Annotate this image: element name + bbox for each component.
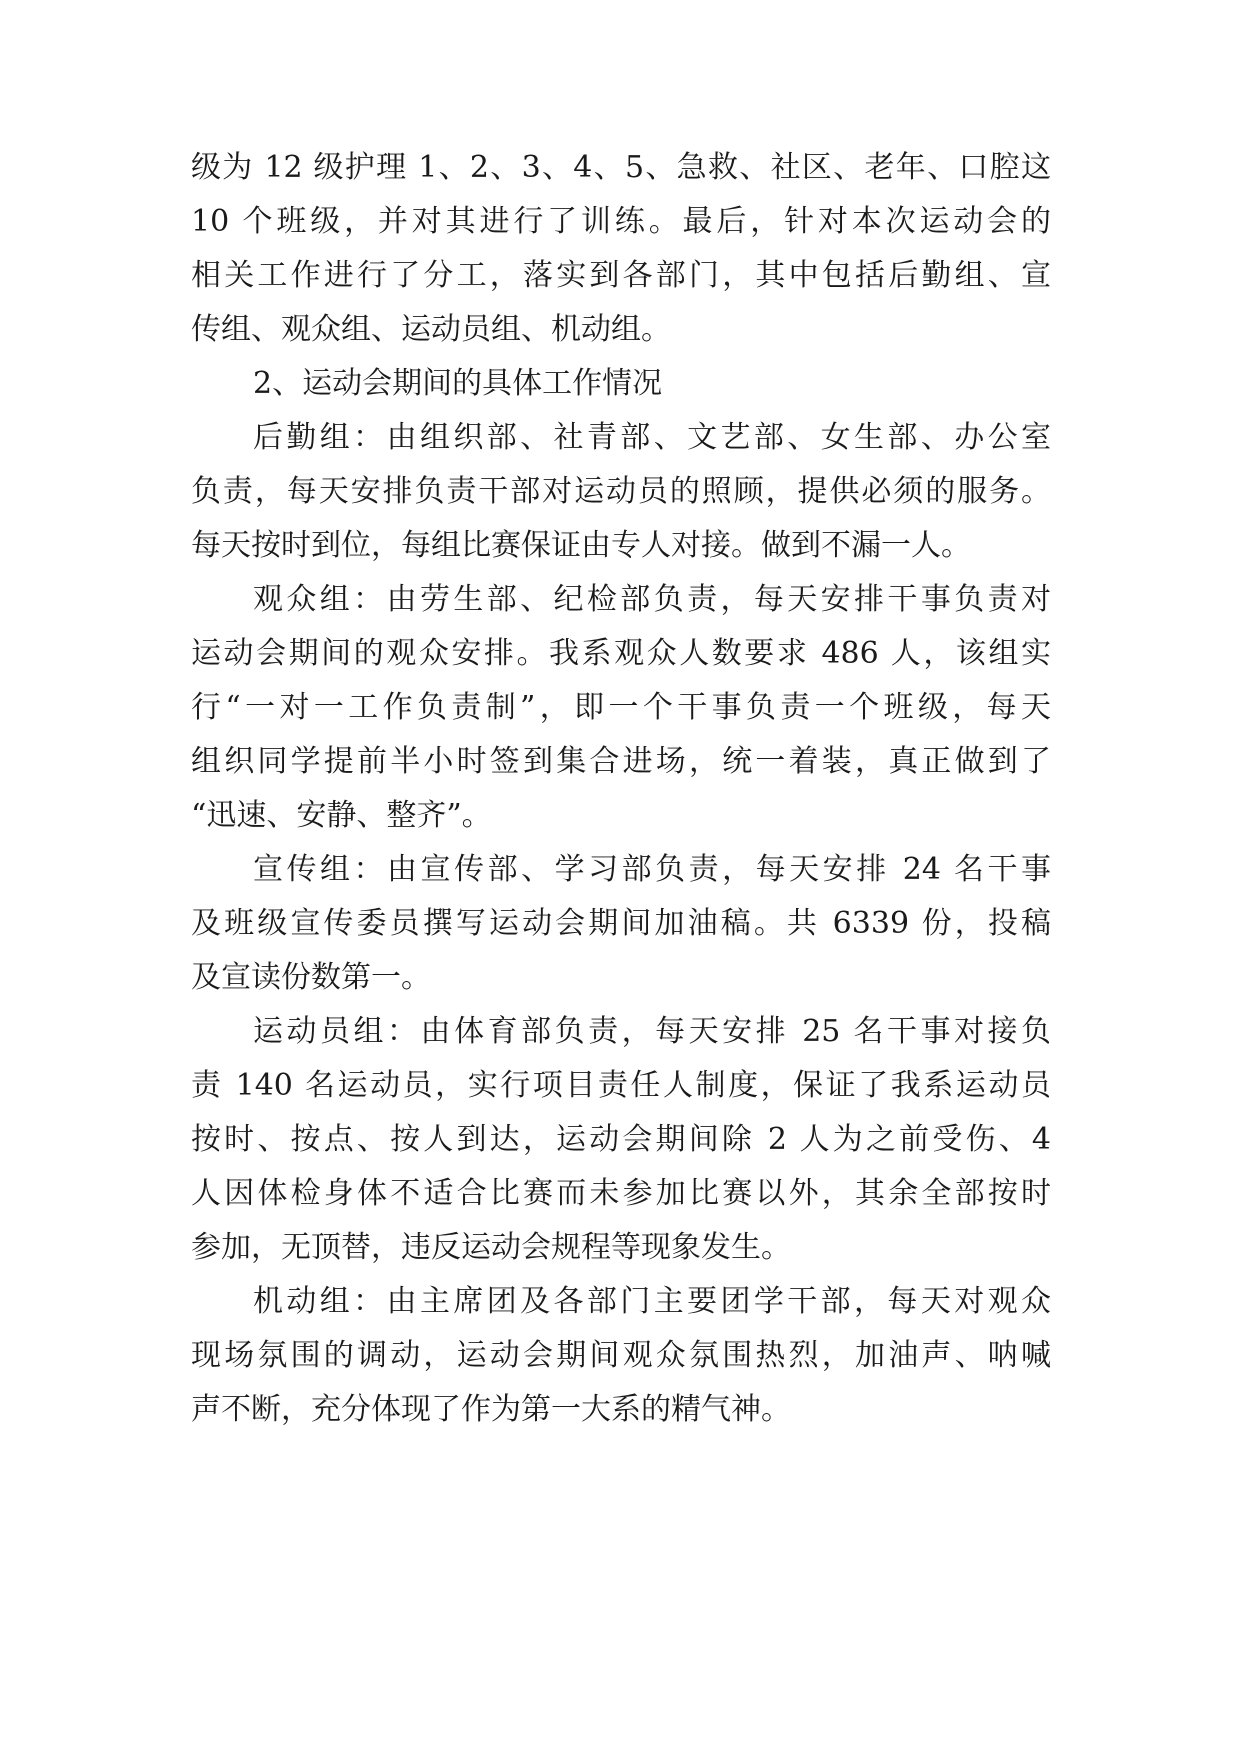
text-line: 级为 12 级护理 1、2、3、4、5、急救、社区、老年、口腔这 (191, 150, 1051, 185)
text-line: 行“一对一工作负责制”，即一个干事负责一个班级，每天 (191, 690, 1051, 725)
text-line: 责 140 名运动员，实行项目责任人制度，保证了我系运动员 (191, 1068, 1051, 1103)
text-line: 每天按时到位，每组比赛保证由专人对接。做到不漏一人。 (191, 528, 971, 563)
text-line: 人因体检身体不适合比赛而未参加比赛以外，其余全部按时 (191, 1176, 1051, 1211)
text-line: 现场氛围的调动，运动会期间观众氛围热烈，加油声、呐喊 (191, 1338, 1051, 1373)
text-line: 运动会期间的观众安排。我系观众人数要求 486 人，该组实 (191, 636, 1051, 671)
text-line: 后勤组：由组织部、社青部、文艺部、女生部、办公室 (253, 420, 1051, 455)
text-line: “迅速、安静、整齐”。 (191, 798, 492, 833)
text-line: 运动员组：由体育部负责，每天安排 25 名干事对接负 (253, 1014, 1051, 1049)
text-line: 按时、按点、按人到达，运动会期间除 2 人为之前受伤、4 (191, 1122, 1051, 1157)
text-line: 传组、观众组、运动员组、机动组。 (191, 312, 671, 347)
text-line: 及班级宣传委员撰写运动会期间加油稿。共 6339 份，投稿 (191, 906, 1051, 941)
text-line: 宣传组：由宣传部、学习部负责，每天安排 24 名干事 (253, 852, 1051, 887)
text-line: 负责，每天安排负责干部对运动员的照顾，提供必须的服务。 (191, 474, 1051, 509)
text-line: 声不断，充分体现了作为第一大系的精气神。 (191, 1392, 791, 1427)
text-line: 参加，无顶替，违反运动会规程等现象发生。 (191, 1230, 791, 1265)
text-line: 10 个班级，并对其进行了训练。最后，针对本次运动会的 (191, 204, 1051, 239)
text-line: 及宣读份数第一。 (191, 960, 431, 995)
text-line: 观众组：由劳生部、纪检部负责，每天安排干事负责对 (253, 582, 1051, 617)
text-line: 组织同学提前半小时签到集合进场，统一着装，真正做到了 (191, 744, 1051, 779)
text-line: 机动组：由主席团及各部门主要团学干部，每天对观众 (253, 1284, 1051, 1319)
section-heading: 2、运动会期间的具体工作情况 (253, 366, 663, 401)
text-line: 相关工作进行了分工，落实到各部门，其中包括后勤组、宣 (191, 258, 1051, 293)
